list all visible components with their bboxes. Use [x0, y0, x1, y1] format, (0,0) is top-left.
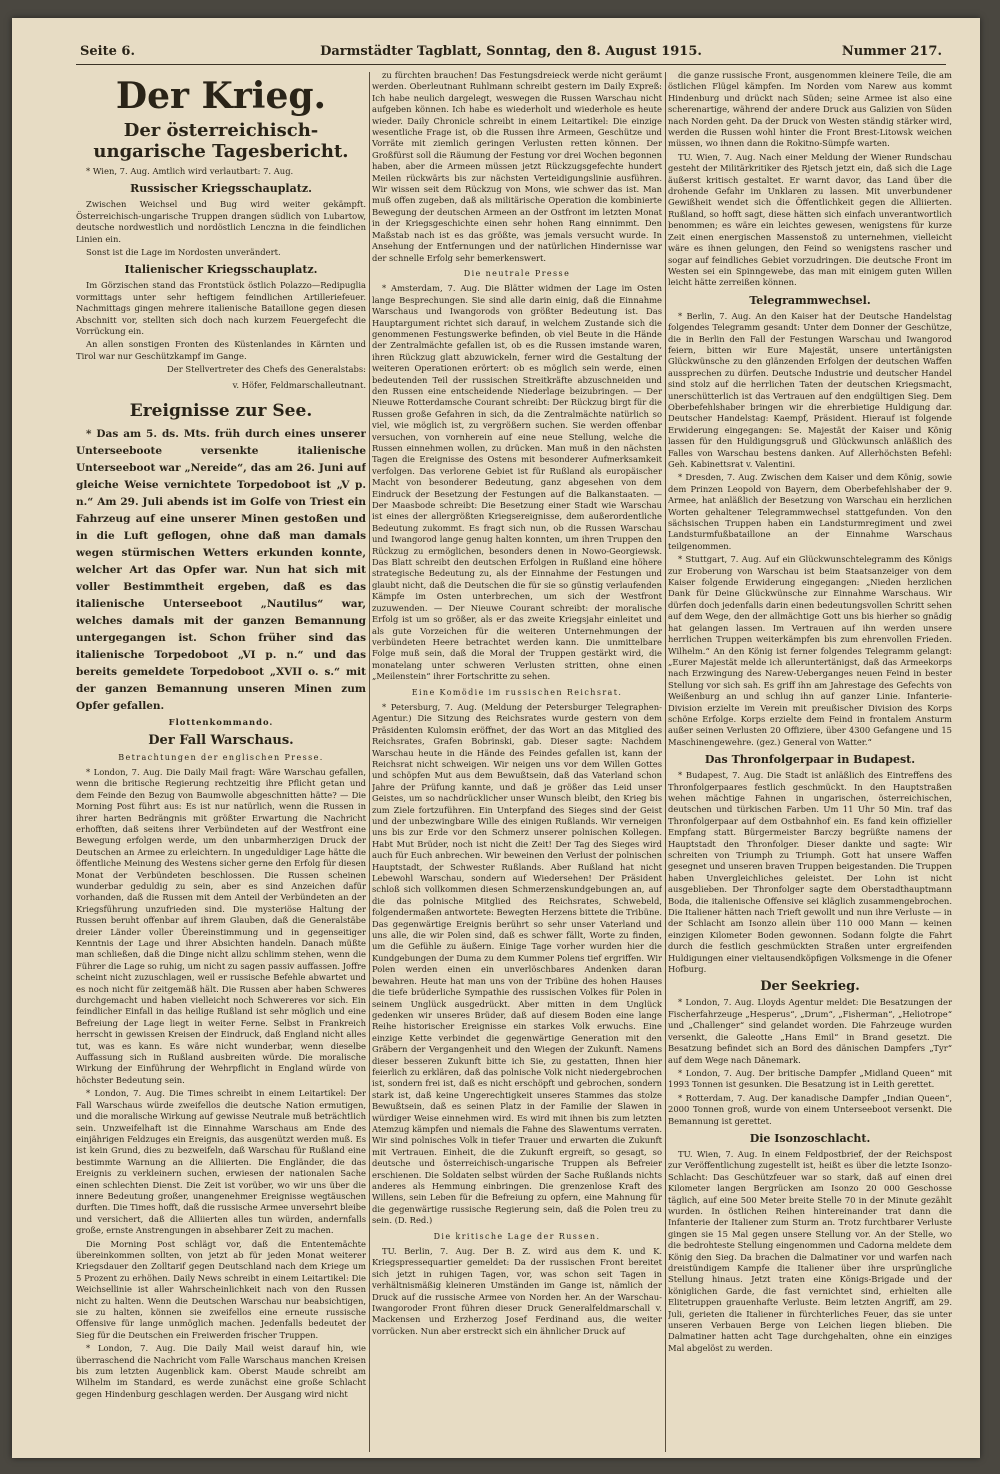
paragraph: * Stuttgart, 7. Aug. Auf ein Glückwunschtelegramm des Königs zur Eroberung von Warschau ist beim Staatsanzeiger von dem Kaiser folgende Erwiderung eingegangen: „Nieden herzlichen Dank für Deine Glückwünsche zur Einnahme Warschaus. Wir dürfen doch jedenfalls darin einen bedeutungsvollen Schritt sehen auf dem Wege, den der allmächtige Gott uns bis hierher so gnädig hat gelangen lassen. Im Vertrauen auf ihn werden unsere herrlichen Truppen weiterkämpfen bis zum ehrenvollen Frieden. Wilhelm.“ An den König ist ferner folgendes Telegramm gelangt: „Eurer Majestät melde ich alleruntertänigst, daß das Armeekorps nach Erzwingung des Narew-Ueberganges neuen Feind in bester Stellung vor sich sah. Es griff ihn am Jahrestage des Gefechts von Weißenburg an und schlug ihn auf ganzer Linie. Infanterie-Division erzielte im Verein mit preußischer Division des Korps schöne Erfolge. Korps erzielte dem Feind in frontalem Ansturm außer seinen Verlusten 20 Offiziere, über 4300 Gefangene und 15 Maschinengewehre. (gez.) General von Watter.“: [668, 554, 952, 747]
paragraph: * Berlin, 7. Aug. An den Kaiser hat der Deutsche Handelstag folgendes Telegramm gesandt: Unter dem Donner der Geschütze, die in Berlin den Fall der Festungen Warschau und Iwangorod feiern, bitten wir Eure Majestät, unsere untertänigsten Glückwünsche zu den glänzenden Erfolgen der deutschen Waffen aussprechen zu dürfen. Deutsche Industrie und deutscher Handel sind stolz auf die herrlichen Taten der deutschen Kriegsmacht, unerschütterlich ist das Vertrauen auf den endgültigen Sieg. Dem Oberbefehlshaber bringen wir die ehrerbietige Huldigung dar. Deutscher Handelstag: Kaempf, Präsident. Hierauf ist folgende Erwiderung eingegangen: Se. Majestät der Kaiser und König lassen für den Huldigungsgruß und Glückwunsch anläßlich des Falles von Warschau bestens danken. Auf Allerhöchsten Befehl: Geh. Kabinettsrat v. Valentini.: [668, 310, 952, 469]
dateline: * Wien, 7. Aug. Amtlich wird verlautbart: 7. Aug.: [86, 166, 294, 176]
paragraph: Die Morning Post schlägt vor, daß die Ententemächte übereinkommen sollten, von jetzt ab für jeden Monat weiterer Kriegsdauer den Zolltarif gegen Deutschland nach dem Kriege um 5 Prozent zu erhöhen. Daily News schreibt in einem Leitartikel: Die Weichsellinie ist aller Wahrscheinlichkeit nach von den Russen nicht zu halten. Wenn die Deutschen Warschau nur beabsichtigen, sie zu halten, können sie zweifellos eine erneute russische Offensive für lange unmöglich machen. Jedenfalls bedeutet der Sieg für die Deutschen ein Freiwerden frischer Truppen.: [76, 1238, 366, 1340]
newspaper-page: [12, 18, 980, 1458]
section-heading: Das Thronfolgerpaar in Budapest.: [704, 753, 916, 767]
sub-heading: Die kritische Lage der Russen.: [433, 1231, 601, 1241]
section-heading: Der Seekrieg.: [760, 979, 860, 995]
sub-heading: Eine Komödie im russischen Reichsrat.: [411, 687, 623, 697]
paper-title-date: Darmstädter Tagblatt, Sonntag, den 8. August 1915.: [320, 44, 702, 59]
paragraph: * London, 7. Aug. Die Daily Mail weist darauf hin, wie überraschend die Nachricht vom Falle Warschaus manchen Kreisen bis zum letzten Augenblick kam. Oberst Maude schreibt am Wilhelm im Standard, es werde zunächst eine große Schlacht gegen Hindenburg geschlagen werden. Der Ausgang wird nicht: [76, 1343, 366, 1399]
bold-article: [76, 426, 366, 715]
sub-heading: Betrachtungen der englischen Presse.: [118, 752, 324, 762]
column-3: [668, 70, 952, 1456]
signature: v. Höfer, Feldmarschalleutnant.: [232, 379, 366, 390]
section-heading: Russischer Kriegsschauplatz.: [130, 182, 312, 196]
paragraph: * London, 7. Aug. Der britische Dampfer „Midland Queen“ mit 1993 Tonnen ist gesunken. Die Besatzung ist in Leith gerettet.: [668, 1067, 952, 1090]
paragraph: Im Görzischen stand das Frontstück östlich Polazzo—Redipuglia vormittags unter sehr heftigem feindlichen Artilleriefeuer. Nachmittags gingen mehrere italienische Bataillone gegen diesen Abschnitt vor, stellten sich doch nach kurzem Feuergefecht die Vorrückung ein.: [76, 280, 366, 337]
paragraph: * Petersburg, 7. Aug. (Meldung der Petersburger Telegraphen-Agentur.) Die Sitzung des Reichsrates wurde gestern von dem Präsidenten Kulomsin eröffnet, der das Wort an das Mitglied des Reichsrates, Grafen Bobrinski, gab. Dieser sagte: Nachdem Warschau heute in die Hände des Feindes gefallen ist, kann der Reichsrat nicht schweigen. Wir neigen uns vor dem Willen Gottes und schöpfen Mut aus dem Bewußtsein, daß das Vaterland schon Jahre der Prüfung kannte, und daß je größer das Leid unser Geistes, um so nachdrücklicher unser Wunsch bleibt, den Krieg bis zum Ziele fortzuführen. Ein Unterpfand des Sieges sind der Geist und der unbezwingbare Wille des einigen Rußlands. Wir verneigen uns bis zur Erde vor den Schmerz unserer polnischen Kollegen. Habt Mut Brüder, noch ist nicht die Zeit! Der Tag des Sieges wird auch für Euch anbrechen. Wir beweinen den Verlust der polnischen Hauptstadt, der Schwester Rußlands. Aber Rußland hat nicht Lebewohl Warschau, sondern auf Wiedersehen! Der Präsident schloß sich vollkommen diesen Schmerzenskundgebungen an, auf die das polnische Mitglied des Reichsrates, Schwebeld, folgendermaßen antwortete: Bewegten Herzens bittete die Tribüne. Das gegenwärtige Ereignis berührt so sehr unser Vaterland und uns alle, die wir Polen sind, daß es schwer fällt, Worte zu finden, um die Gefühle zu äußern. Einige Tage vorher wurden hier die Kundgebungen der Duma zu dem Kummer Polens tief ergriffen. Wir Polen werden einen ein unverlöschbares Andenken daran bewahren. Heute hat man uns von der Tribüne des hohen Hauses die tiefe brüderliche Sympathie des russischen Volkes für Polen in seinem Unglück ausgedrückt. Aber mitten in dem Unglück gedenken wir unseres Brüder, daß auf diesem Boden eine lange Reihe historischer Ereignisse ein starkes Volk erwuchs. Eine einzige Kette verbindet die gegenwärtige Generation mit den Gräbern der Vergangenheit und den Wiegen der Zukunft. Namens dieser besseren Zukunft bitte ich Sie, zu gestatten, Ihnen hier feierlich zu erklären, daß das polnische Volk nicht niedergebrochen ist, sondern frei ist, daß es nicht erschöpft und gebrochen, sondern stark ist, daß keine Ungerechtigkeit unseres Stammes das stolze Bewußtsein, daß es seinen Platz in der Familie der Slawen in würdiger Weise einnehmen wird. Es wird mit ihnen bis zum letzten Atemzug kämpfen und niemals die Fahne des Slawentums verraten. Wir sind polnisches Volk in tiefer Trauer und erwarten die Zukunft mit Vertrauen. Einheit, die die Zukunft ergreift, so gesagt, so deutsche und österreichisch-ungarische Truppen als Befreier erschienen. Die Soldaten selbst würden der Sache Rußlands nichts anderes als Hemmung einbringen. Die grenzenlose Kraft des Willens, sein Leben für die Befreiung zu opfern, eine Mahnung für die gegenwärtige russische Regierung sein, daß die Polen treu zu sein. (D. Red.): [372, 701, 662, 1226]
paragraph: * Dresden, 7. Aug. Zwischen dem Kaiser und dem König, sowie dem Prinzen Leopold von Bayern, dem Oberbefehlshaber der 9. Armee, hat anläßlich der Besetzung von Warschau ein herzlichen Worten gehaltener Telegrammwechsel stattgefunden. Von den sächsischen Truppen haben ein Landsturmregiment und zwei Landsturmfußbataillone an der Einnahme Warschaus teilgenommen.: [668, 472, 952, 551]
section-heading: Italienischer Kriegsschauplatz.: [124, 263, 318, 277]
page-number: Seite 6.: [80, 44, 135, 59]
paragraph: TU. Berlin, 7. Aug. Der B. Z. wird aus dem K. und K. Kriegspressequartier gemeldet: Da der russischen Front bereitet sich jetzt in ruhigen Tagen, vor, was schon seit Tagen in verhältnismäßig kleineren Umständen im Gange ist, nämlich der Druck auf die russische Armee von Norden her. An der Warschau-Iwangoroder Front führen dieser Druck Generalfeldmarschall v. Mackensen und Erzherzog Josef Ferdinand aus, die weiter vorrücken. Nun aber erstreckt sich ein ähnlicher Druck auf: [372, 1246, 662, 1336]
column-2: [372, 70, 662, 1456]
section-heading: Die Isonzoschlacht.: [749, 1131, 871, 1145]
paragraph: Zwischen Weichsel und Bug wird weiter gekämpft. Österreichisch-ungarische Truppen drangen südlich von Lubartow, deutsche nordwestlich und nordöstlich Lenczna in die feindlichen Linien ein.: [76, 199, 366, 244]
paragraph: * Amsterdam, 7. Aug. Die Blätter widmen der Lage im Osten lange Besprechungen. Sie sind alle darin einig, daß die Einnahme Warschaus und Iwangorods von größter Bedeutung ist. Das Hauptargument richtet sich darauf, in welchem Zustande sich die genommenen Festungswerke befinden, ob viel Beute in die Hände der Zentralmächte gefallen ist, ob es die Russen imstande waren, ihren Rückzug glatt abzuwickeln, ferner wird die Gestaltung der weiteren Operationen erörtert: ob es möglich sein werde, einen bedeutenden Teil der russischen Streitkräfte abzuschneiden und den Russen eine entscheidende Niederlage beizubringen. — Der Nieuwe Rotterdamsche Courant schreibt: Der Rückzug birgt für die Russen große Gefahren in sich, da die Zentralmächte natürlich so viel, wie möglich ist, zu vergrößern suchen. Sie werden offenbar versuchen, von vornherein auf eine neue Stellung, welche die Russen einnehmen wollen, zu drücken. Man muß in den nächsten Tagen die Ereignisse des Ostens mit besonderer Aufmerksamkeit verfolgen. Das verlorene Gebiet ist für Rußland als europäischer Macht von besonderer Bedeutung, ganz abgesehen von dem Eindruck der Besetzung der Festungen auf die Balkanstaaten. — Der Maasbode schreibt: Die Besetzung einer Stadt wie Warschau ist eines der allergrößten Kriegsereignisse, dem außerordentliche Bedeutung zukommt. Es fragt sich nun, ob die Russen Warschau und Iwangorod lange genug halten konnten, um ihren Truppen den Rückzug zu ermöglichen, besonders denen in Nowo-Georgiewsk. Das Blatt schreibt den deutschen Erfolgen in Rußland eine höhere strategische Bedeutung zu, als der Einnahme der Festungen und glaubt nicht, daß die Deutschen die für sie so günstig verlaufenden Kämpfe im Osten unterbrechen, um sich der Westfront zuzuwenden. — Der Nieuwe Courant schreibt: der moralische Erfolg ist um so größer, als er das zweite Kriegsjahr einleitet und als gute Vorzeichen für die weiteren Unternehmungen der verbündeten Heere betrachtet werden kann. Die unmittelbare Folge muß sein, daß die Moral der Truppen gestärkt wird, die monatelang unter schweren Verlusten stritten, ohne einen „Meilenstein“ ihrer Fortschritte zu sehen.: [372, 283, 662, 682]
signature: Der Stellvertreter des Chefs des Generalstabs:: [167, 364, 366, 375]
page-title: Der Krieg.: [115, 75, 327, 117]
paragraph: zu fürchten brauchen! Das Festungsdreieck werde nicht geräumt werden. Oberleutnant Ruhlmann schreibt gestern im Daily Expreß: Ich habe neulich dargelegt, weswegen die Russen Warschau nicht aufgeben können. Ich habe es wiederholt und wiederhole es heute wieder. Daily Chronicle schreibt in einem Leitartikel: Die einzige wesentliche Frage ist, ob die Russen ihre Armeen, Geschütze und Vorräte mit ziemlich geringen Verlusten retten können. Der Großfürst soll die Räumung der Festung vor drei Wochen begonnen haben, aber die Armeen müssen jetzt Rückzugsgefechte hundert Meilen rückwärts bis zur nächsten Verteidigungslinie ausführen. Wir wissen seit dem Rückzug von Mons, wie schwer das ist. Man muß offen zugeben, daß als militärische Operation die kombinierte Bewegung der deutschen Armeen an der Ostfront im letzten Monat in der Kriegsgeschichte einen sehr hohen Rang einnimmt. Den Maßstab nach ist es das größte, was jemals versucht wurde. In Ansehung der Entfernungen und der natürlichen Hindernisse war der schnelle Erfolg sehr bemerkenswert.: [372, 70, 662, 263]
section-heading: Ereignisse zur See.: [129, 401, 313, 422]
paragraph: * London, 7. Aug. Die Daily Mail fragt: Wäre Warschau gefallen, wenn die britische Regierung rechtzeitig ihre Pflicht getan und dem Feinde den Bezug von Baumwolle abgeschnitten hätte? — Die Morning Post führt aus: Es ist nur natürlich, wenn die Russen in ihrer harten Bedrängnis mit größter Erwartung die Nachricht erhofften, daß seitens ihrer Verbündeten auf der Westfront eine Bewegung erfolgen werde, um den unbarmherzigen Druck der Deutschen an Armee zu erleichtern. In ungeduldiger Lage hätte die öffentliche Meinung des Westens sicher gerne den Erfolg für diesen Monat der Verbündeten beschlossen. Die Russen scheinen wunderbar geduldig zu sein, aber es sind Anzeichen dafür vorhanden, daß die Russen mit dem Anteil der Verbündeten an der Kriegsführung unzufrieden sind. Die mysteriöse Haltung der Russen beruht offenbar auf ihrem Glauben, daß die Generalstäbe dreier Länder voller Übereinstimmung und in gegenseitiger Kenntnis der Lage und ihrer Absichten handeln. Danach müßte man schließen, daß die Dinge nicht allzu schlimm stehen, wenn die Führer die Lage so ruhig, um nicht zu sagen passiv auffassen. Joffre scheint nicht zuzuschlagen, weil er russische Befehle abwartet und es noch nicht für zeitgemäß hält. Die Russen aber haben Schweres durchgemacht und haben vielleicht noch Schwereres vor sich. Ein feindlicher Einfall in das heilige Rußland ist sehr möglich und eine Befreiung der Lage liegt in weiter Ferne. Selbst in Frankreich herrscht in gewissen Kreisen der Eindruck, daß England nicht alles tut, was es kann. Es wäre nicht wunderbar, wenn dieselbe Auffassung sich in Rußland ausbreiten würde. Die moralische Wirkung der Einführung der Wehrpflicht in England würde von höchster Bedeutung sein.: [76, 766, 366, 1085]
masthead: [76, 42, 946, 65]
paragraph: * Budapest, 7. Aug. Die Stadt ist anläßlich des Eintreffens des Thronfolgerpaares festlich geschmückt. In den Hauptstraßen wehen mächtige Fahnen in ungarischen, österreichischen, deutschen und türkischen Farben. Um 11 Uhr 50 Min. traf das Thronfolgerpaar auf dem Ostbahnhof ein. Es fand kein offizieller Empfang statt. Bürgermeister Barczy begrüßte namens der Hauptstadt den Thronfolger. Dieser dankte und sagte: Wir schreiten von Triumph zu Triumph. Gott hat unsere Waffen gesegnet und unseren braven Truppen beigestanden. Die Truppen haben Unvergleichliches geleistet. Der Lohn ist nicht ausgeblieben. Der Thronfolger sagte dem Oberstadthauptmann Boda, die italienische Offensive sei kläglich zusammengebrochen. Die Italiener hätten nach Trieft gewollt und nun ihre Verluste — in der Schlacht am Isonzo allein über 110 000 Mann — keinen einzigen Kilometer Boden gewonnen. Sodann folgte die Fahrt durch die festlich geschmückten Straßen unter ergreifenden Huldigungen einer vieltausendköpfigen Volksmenge in die Ofener Hofburg.: [668, 770, 952, 975]
paragraph: * Das am 5. ds. Mts. früh durch eines unserer Unterseeboote versenkte italienische Unterseeboot war „Nereide“, das am 26. Juni auf gleiche Weise vernichtete Torpedoboot ist „V p. n.“ Am 29. Juli abends ist im Golfe von Triest ein Fahrzeug auf eine unserer Minen gestoßen und in die Luft geflogen, ohne daß man damals wegen stürmischen Wetters erkunden konnte, welcher Art das Opfer war. Nun hat sich mit voller Bestimmtheit ergeben, daß es das italienische Unterseeboot „Nautilus“ war, welches damals mit der ganzen Bemannung untergegangen ist. Schon früher sind das italienische Torpedoboot „VI p. n.“ und das bereits gemeldete Torpedoboot „XVII o. s.“ mit der ganzen Bemannung unseren Minen zum Opfer gefallen.: [76, 428, 366, 713]
column-1: [76, 70, 366, 1456]
column-divider: [369, 72, 370, 1452]
issue-number: Nummer 217.: [841, 44, 942, 59]
paragraph: Sonst ist die Lage im Nordosten unverändert.: [86, 247, 281, 258]
paragraph: An allen sonstigen Fronten des Küstenlandes in Kärnten und Tirol war nur Geschützkampf im Gange.: [76, 339, 366, 361]
paragraph: TU. Wien, 7. Aug. In einem Feldpostbrief, der der Reichspost zur Veröffentlichung zugestellt ist, heißt es über die letzte Isonzo-Schlacht: Das Geschützfeuer war so stark, daß auf einen drei Kilometer langen Bergrücken am Isonzo 20 000 Geschosse täglich, auf eine 500 Meter breite Stelle 70 in der Minute gezählt wurden. In östlichen Reihen hintereinander trat dann die Infanterie der Italiener zum Sturm an. Trotz furchtbarer Verluste gingen sie 15 Mal gegen unsere Stellung vor. An der Stelle, wo die bedrohteste Stellung eingenommen und Cadorna meldete dem König den Sieg. Da brachen die Dalmatiner vor und warfen nach dreistündigem Kampfe die Italiener über ihre ursprüngliche Stellung hinaus. Jetzt traten eine Königs-Brigade und der königlichen Garde, die fast vernichtet sind, erhielten alle Elitetruppen grauenhafte Verluste. Beim letzten Angriff, am 29. Juli, gerieten die Italiener in fürchterliches Feuer, das sie unter unseren Verbauen Berge von Leichen liegen blieben. Die Dalmatiner hatten acht Tage durchgehalten, ohne ein einziges Mal abgelöst zu werden.: [668, 1148, 952, 1353]
article-title: Der österreichisch-ungarische Tagesbericht.: [93, 120, 349, 162]
paragraph: * London, 7. Aug. Lloyds Agentur meldet: Die Besatzungen der Fischerfahrzeuge „Hesperus“, „Drum“, „Fisherman“, „Heliotrope“ und „Challenger“ sind gelandet worden. Die Fahrzeuge wurden versenkt, die Galeotte „Hans Emil“ in Brand gesetzt. Die Besatzung befindet sich an Bord des dänischen Dampfers „Tyr“ auf dem Wege nach Dänemark.: [668, 997, 952, 1065]
paragraph: * London, 7. Aug. Die Times schreibt in einem Leitartikel: Der Fall Warschaus würde zweifellos die deutsche Nation ermutigen, und die moralische Wirkung auf gewisse Neutrale muß beträchtlich sein. Unzweifelhaft ist die Einnahme Warschaus am Ende des einjährigen Feldzuges ein Ereignis, das ausgenützt werden muß. Es ist kein Grund, dies zu bezweifeln, daß Warschau für Rußland eine bestimmte Warnung an die Alliierten. Die Engländer, die das Ereignis zu verkleinern suchen, erwiesen der nationalen Sache einen schlechten Dienst. Die Zeit ist vorüber, wo wir uns über die innere Bedeutung großer, unangenehmer Ereignisse wegtäuschen durften. Die Times hofft, daß die russische Armee unversehrt bleibe und versichert, daß die Alliierten alles tun würden, andernfalls große, ernste Anstrengungen in absehbarer Zeit zu machen.: [76, 1088, 366, 1236]
paragraph: die ganze russische Front, ausgenommen kleinere Teile, die am östlichen Flügel kämpfen. Im Norden vom Narew aus kommt Hindenburg und drückt nach Süden; seine Armee ist also eine scherenartige, während der andere Druck aus Galizien von Süden nach Norden geht. Da der Druck von Westen ständig stärker wird, werden die Russen wohl hinter die Front Brest-Litowsk weichen müssen, wo ihnen dann die Rokitno-Sümpfe warten.: [668, 70, 952, 149]
section-heading: Der Fall Warschaus.: [148, 732, 294, 748]
paragraph: * Rotterdam, 7. Aug. Der kanadische Dampfer „Indian Queen“, 2000 Tonnen groß, wurde von einem Unterseeboot versenkt. Die Bemannung ist gerettet.: [668, 1092, 952, 1126]
column-divider: [665, 72, 666, 1452]
signature: Flottenkommando.: [168, 717, 274, 728]
section-heading: Telegrammwechsel.: [749, 293, 871, 307]
paragraph: TU. Wien, 7. Aug. Nach einer Meldung der Wiener Rundschau gesteht der Militärkritiker des Rjetsch jetzt ein, daß sich die Lage äußerst kritisch gestaltet. Er warnt davor, das Land über die drohende Gefahr im Unklaren zu lassen. Mit unverbundener Gewißheit wendet sich die Öffentlichkeit gegen die Alliierten. Rußland, so hofft sagt, diese hätten sich einfach unverantwortlich benommen; es wäre ein leichtes gewesen, wenigstens für kurze Zeit einen energischen Massenstoß zu unternehmen, vielleicht wäre es ihnen gelungen, den Feind so wenigstens rascher und sogar auf feindliches Gebiet vorzudringen. Die deutsche Front im Westen sei ein Spinngewebe, das man mit einigem guten Willen leicht hätte zerreißen können.: [668, 151, 952, 288]
sub-heading: Die neutrale Presse: [463, 268, 571, 278]
